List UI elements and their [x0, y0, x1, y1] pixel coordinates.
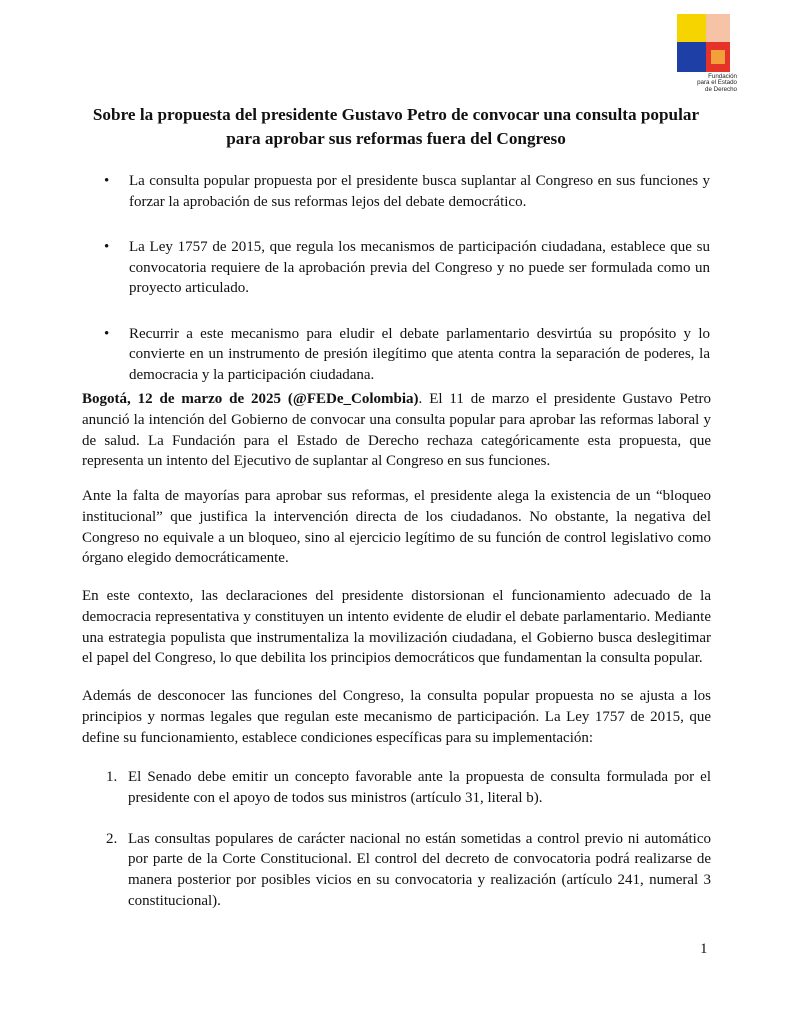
body-paragraph: En este contexto, las declaraciones del presidente distorsionan el funcionamiento adecuado de la democracia representativa y constituyen un intento evidente de eludir el debate parlamentario. Mediante una estrategia populista que instrumentaliza la movilización ciudadana, el Gobierno busca deslegitimar el papel del Congreso, lo que debilita los principios democráticos que fundamentan la consulta popular.	[82, 588, 711, 667]
page-number: 1	[700, 941, 708, 957]
intro-paragraph	[82, 389, 711, 472]
bullet-item: • La Ley 1757 de 2015, que regula los mecanismos de participación ciudadana, establece que su convocatoria requiere de la aprobación previa del Congreso y no puede ser formulada como un proyecto articulado.	[129, 237, 710, 299]
bullet-item: • La consulta popular propuesta por el presidente busca suplantar al Congreso en sus funciones y forzar la aprobación de sus reformas lejos del debate democrático.	[129, 171, 710, 212]
item-number: 2.	[106, 830, 118, 847]
logo-line: para el Estado	[697, 79, 737, 87]
item-text: El Senado debe emitir un concepto favorable ante la propuesta de consulta formulada por el presidente con el apoyo de todos sus ministros (artículo 31, literal b).	[128, 769, 711, 806]
dateline: Bogotá, 12 de marzo de 2025 (@FEDe_Colombia)	[82, 391, 419, 407]
item-number: 1.	[106, 769, 118, 785]
logo-line: de Derecho	[705, 85, 737, 93]
document-title: Sobre la propuesta del presidente Gustavo Petro de convocar una consulta popular para aprobar sus reformas fuera del Congreso	[92, 105, 700, 148]
body-paragraph: Ante la falta de mayorías para aprobar sus reformas, el presidente alega la existencia de un “bloqueo institucional” que justifica la intervención directa de los ciudadanos. No obstante, la negativa del Congreso no equivale a un bloqueo, sino al ejercicio legítimo de su función de control legislativo como órgano elegido democráticamente.	[82, 488, 711, 567]
numbered-item	[106, 829, 711, 912]
conditions-numbered-list	[106, 767, 711, 932]
body-paragraph: Además de desconocer las funciones del Congreso, la consulta popular propuesta no se ajusta a los principios y normas legales que regulan este mecanismo de participación. La Ley 1757 de 2015, que define su funcionamiento, establece condiciones específicas para su implementación:	[82, 688, 711, 746]
bullet-item: • Recurrir a este mecanismo para eludir el debate parlamentario desvirtúa su propósito y lo convierte en un instrumento de presión ilegítimo que atenta contra la separación de poderes, la democracia y la participación ciudadana.	[129, 324, 710, 386]
numbered-item	[106, 767, 711, 809]
foundation-logo	[673, 14, 731, 72]
logo-wordmark	[677, 74, 737, 93]
logo-mark-icon	[673, 14, 731, 72]
logo-line: Fundación	[708, 73, 737, 80]
item-text: Las consultas populares de carácter nacional no están sometidas a control previo ni automático por parte de la Corte Constitucional. El control del decreto de convocatoria podrá realizarse de manera posterior por posibles vicios en su convocatoria y realización (artículo 241, numeral 3 constitucional).	[128, 830, 711, 909]
intro-text: . El 11 de marzo el presidente Gustavo Petro anunció la intención del Gobierno de convocar una consulta popular para aprobar las reformas laboral y de salud. La Fundación para el Estado de Derecho rechaza categóricamente esta propuesta, que representa un intento del Ejecutivo de suplantar al Congreso en sus funciones.	[82, 391, 711, 470]
summary-bullet-list	[129, 171, 710, 410]
